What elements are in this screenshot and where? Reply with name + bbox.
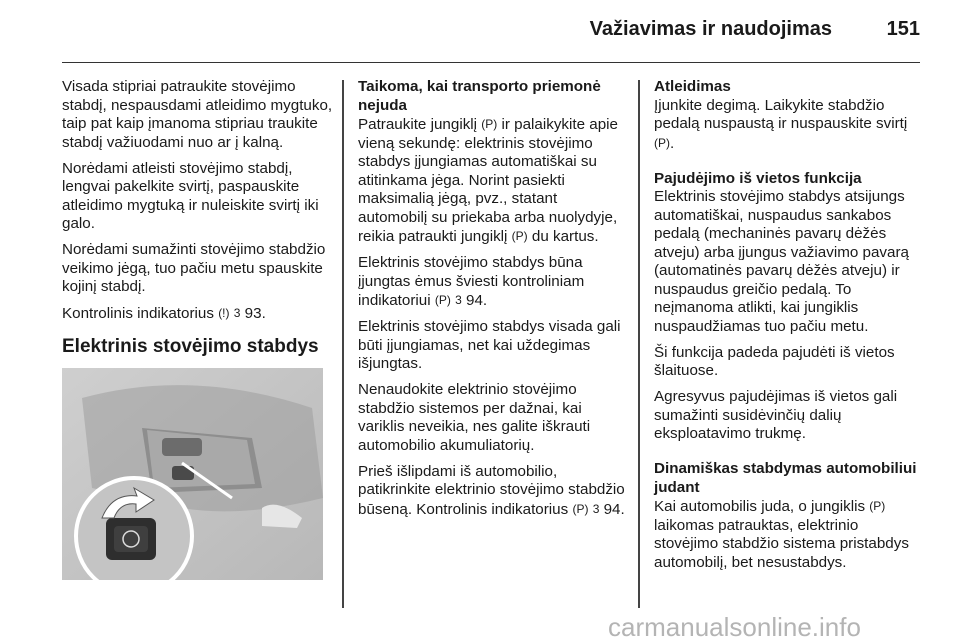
page-ref-arrow-icon: 3 [233, 306, 241, 320]
brake-warning-icon: (!) [218, 306, 230, 320]
section-heading: Elektrinis stovėjimo stabdys [62, 335, 319, 357]
paragraph: Elektrinis stovėjimo stabdys visada gali būti įjungiamas, net kai uždegimas išjungtas. [358, 318, 621, 372]
paragraph: Visada stipriai patraukite stovėjimo stabdį, nespausdami atleidimo mygtuko, taip pat kaip įmanoma stipriau traukite stabdį važiuodami nuo ar į kalną. [62, 78, 333, 151]
paragraph: Norėdami sumažinti stovėjimo stabdžio veikimo jėgą, tuo pačiu metu spauskite kojinį stabdį. [62, 241, 326, 295]
subheading: Dinamiškas stabdymas automobiliui judant [654, 460, 917, 496]
paragraph: Patraukite jungiklį (P) ir palaikykite apie vieną sekundę: elektrinis stovėjimo stabdys įjungiamas automatiškai su atitinkama jėga. Norint pasiekti maksimalią jėgą, pvz., statant automobilį su priekaba arba nuolydyje, reikia patraukti jungiklį (P) du kartus. [358, 116, 618, 245]
epb-indicator-icon: (P) [572, 501, 589, 516]
column-right [654, 78, 924, 580]
epb-switch-icon: (P) [869, 499, 886, 513]
paragraph: Kontrolinis indikatorius (!) 3 93. [62, 305, 266, 322]
paragraph: Kai automobilis juda, o jungiklis (P) laikomas patrauktas, elektrinio stovėjimo stabdžio sistema pristabdys automobilį, bet nesustabdys. [654, 498, 909, 571]
column-middle [358, 78, 628, 527]
section-title: Važiavimas ir naudojimas [589, 18, 832, 40]
page-ref-arrow-icon: 3 [592, 501, 600, 516]
subheading: Pajudėjimo iš vietos funkcija [654, 169, 862, 187]
paragraph: Elektrinis stovėjimo stabdys būna įjungtas ėmus šviesti kontroliniam indikatoriui (P) 3 94. [358, 254, 585, 309]
subheading: Taikoma, kai transporto priemonė nejuda [358, 78, 601, 114]
paragraph: Prieš išlipdami iš automobilio, patikrinkite elektrinio stovėjimo stabdžio būseną. Kontrolinis indikatorius (P) 3 94. [358, 462, 625, 518]
page-header [62, 0, 920, 63]
parking-brake-switch-photo [62, 368, 323, 580]
paragraph: Norėdami atleisti stovėjimo stabdį, lengvai pakelkite svirtį, paspauskite atleidimo mygtuką ir nuleiskite svirtį iki galo. [62, 159, 319, 232]
paragraph: Ši funkcija padeda pajudėti iš vietos šlaituose. [654, 343, 895, 379]
column-left [62, 78, 334, 368]
epb-indicator-icon: (P) [434, 293, 451, 307]
page-ref-arrow-icon: 3 [455, 293, 462, 307]
paragraph: Nenaudokite elektrinio stovėjimo stabdžio sistemos per dažnai, kai variklis neveikia, nes galite iškrauti automobilio akumuliatorių. [358, 381, 591, 454]
epb-switch-icon: (P) [654, 135, 670, 150]
epb-switch-icon: (P) [511, 229, 528, 243]
page-number: 151 [886, 18, 920, 40]
paragraph: Elektrinis stovėjimo stabdys atsijungs automatiškai, nuspaudus sankabos pedalą (mechaninės pavarų dėžės atveju) arba įjungus važiavimo pavarą (automatinės pavarų dėžės atveju) ir nuspaudus greičio pedalą. To neįmanoma atlikti, kai jungiklis nuspaudžiamas tuo pačiu metu. [654, 188, 909, 335]
watermark: carmanualsonline.info [608, 612, 861, 642]
paragraph: Įjunkite degimą. Laikykite stabdžio pedalą nuspaustą ir nuspauskite svirtį (P). [654, 96, 908, 152]
paragraph: Agresyvus pajudėjimas iš vietos gali sumažinti susidėvinčių dalių eksploatavimo trukmę. [654, 388, 898, 442]
column-divider [638, 80, 640, 608]
epb-switch-icon: (P) [481, 117, 498, 131]
subheading: Atleidimas [654, 78, 731, 95]
column-divider [342, 80, 344, 608]
